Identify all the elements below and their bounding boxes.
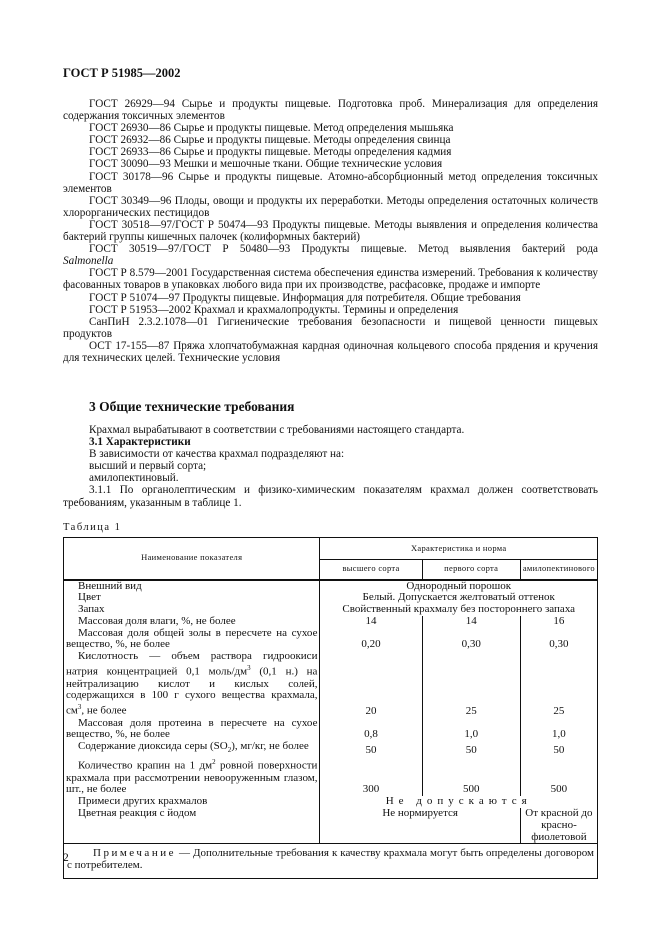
reference-item: ГОСТ Р 51953—2002 Крахмал и крахмалопродукты. Термины и определения (89, 303, 459, 316)
table-note (64, 844, 598, 879)
reference-item: ГОСТ 30178—96 Сырье и продукты пищевые. Атомно-абсорбционный метод определения токсичных элементов (63, 170, 598, 195)
row-value: 0,8 (320, 718, 422, 742)
row-value: 50 (320, 741, 422, 757)
row-value: 14 (422, 616, 520, 628)
reference-item: ГОСТ 26932—86 Сырье и продукты пищевые. Методы определения свинца (89, 134, 451, 147)
row-value: 0,30 (520, 628, 597, 652)
row-value: Свойственный крахмалу без постороннего запаха (320, 604, 598, 616)
row-name: Примеси других крахмалов (64, 796, 320, 808)
row-value: 50 (422, 741, 520, 757)
table-row (64, 616, 598, 628)
section-body (63, 424, 598, 509)
row-value: 1,0 (520, 718, 597, 742)
row-name-text: , не более (81, 704, 127, 717)
note-text: — Дополнительные требования к качеству крахмала могут быть определены договором с потребителем. (67, 847, 594, 872)
table-row (64, 628, 598, 652)
row-value: 300 (320, 757, 422, 796)
column-header: высшего сорта (320, 560, 422, 580)
row-value: Белый. Допускается желтоватый оттенок (320, 592, 598, 604)
table-row (64, 651, 598, 717)
subscript: 2 (227, 746, 232, 755)
row-value: Однородный порошок (320, 580, 598, 593)
column-header: амилопектинового (520, 560, 597, 580)
row-name: Массовая доля общей золы в пересчете на сухое вещество, %, не более (64, 628, 320, 652)
row-name-text: Кислотность — объем раствора гидроокиси натрия концентрацией 0,1 моль/дм (66, 650, 318, 678)
row-name: Запах (64, 604, 320, 616)
table-1 (63, 537, 598, 879)
row-name (64, 651, 320, 717)
reference-item: ГОСТ 30090—93 Мешки и мешочные ткани. Общие технические условия (89, 158, 443, 171)
row-name (64, 741, 320, 757)
paragraph: Крахмал вырабатывают в соответствии с требованиями настоящего стандарта. (89, 424, 465, 436)
row-value: 16 (520, 616, 597, 628)
row-value: 0,20 (320, 628, 422, 652)
page-number: 2 (63, 852, 69, 864)
row-name: Массовая доля протеина в пересчете на сухое вещество, %, не более (64, 718, 320, 742)
row-name-text: ровной поверхности крахмала при рассмотрении невооруженным глазом, шт., не более (66, 759, 318, 796)
row-value: 14 (320, 616, 422, 628)
row-value: 50 (520, 741, 597, 757)
reference-item: ГОСТ 30518—97/ГОСТ Р 50474—93 Продукты пищевые. Методы выявления и определения количества бактерий группы кишечных палочек (колиформных бактерий) (63, 218, 598, 244)
row-value: 20 (320, 651, 422, 717)
table-row (64, 808, 598, 844)
column-header: первого сорта (422, 560, 520, 580)
normative-references (63, 98, 598, 364)
row-value: 25 (520, 651, 597, 717)
row-value: 500 (422, 757, 520, 796)
table-note-row (64, 844, 598, 879)
row-name-text: (0,1 н.) на нейтрализацию кислот и кислых солей, содержащихся в 100 г сухого вещества крахмала, см (66, 665, 318, 717)
note-label: Примечание (93, 847, 176, 860)
row-name: Массовая доля влаги, %, не более (64, 616, 320, 628)
row-name-text: Количество крапин на 1 дм (78, 759, 213, 772)
reference-item: ГОСТ 26930—86 Сырье и продукты пищевые. Метод определения мышьяка (89, 122, 454, 135)
section-heading: 3 Общие технические требования (89, 399, 295, 414)
salmonella-term: Salmonella (63, 255, 114, 268)
table-row (64, 757, 598, 796)
paragraph: В зависимости от качества крахмал подразделяют на: (89, 448, 345, 461)
row-value: Не нормируется (320, 808, 520, 844)
column-group-header: Характеристика и норма (320, 538, 598, 560)
row-name (64, 757, 320, 796)
row-value: От красной до красно-фиолетовой (520, 808, 597, 844)
row-name: Цвет (64, 592, 320, 604)
paragraph: 3.1.1 По органолептическим и физико-химическим показателям крахмал должен соответствовать требованиям, указанным в таблице 1. (63, 484, 598, 509)
superscript: 2 (212, 758, 216, 767)
paragraph: амилопектиновый. (89, 472, 179, 485)
row-value: 25 (422, 651, 520, 717)
reference-item: ГОСТ Р 8.579—2001 Государственная система обеспечения единства измерений. Требования к количеству фасованных товаров в упаковках любого вида при их производстве, расфасовке, продаже и импорте (63, 267, 598, 292)
row-value: 1,0 (422, 718, 520, 742)
reference-item: ГОСТ 26933—86 Сырье и продукты пищевые. Методы определения кадмия (89, 146, 452, 159)
row-name-text: Содержание диоксида серы (SO (78, 740, 228, 753)
table-caption: Таблица 1 (63, 522, 122, 533)
superscript: 3 (247, 664, 251, 673)
subsection-title: 3.1 Характеристики (89, 436, 191, 449)
table-row (64, 741, 598, 757)
subsection-heading (63, 436, 598, 448)
row-value: 0,30 (422, 628, 520, 652)
document-header: ГОСТ Р 51985—2002 (63, 66, 181, 80)
row-value: Не допускаются (320, 796, 598, 808)
reference-item: СанПиН 2.3.2.1078—01 Гигиенические требования безопасности и пищевой ценности пищевых продуктов (63, 315, 598, 340)
reference-item: ГОСТ 26929—94 Сырье и продукты пищевые. Подготовка проб. Минерализация для определения содержания токсичных элементов (63, 98, 598, 123)
paragraph: высший и первый сорта; (89, 460, 207, 473)
reference-continuation (63, 255, 598, 267)
reference-item: ОСТ 17-155—87 Пряжа хлопчатобумажная кардная одиночная кольцевого способа прядения и кручения для технических целей. Технические условия (63, 339, 598, 364)
row-name: Цветная реакция с йодом (64, 808, 320, 844)
reference-text: ГОСТ 30519—97/ГОСТ Р 50480—93 Продукты пищевые. Метод выявления бактерий рода (89, 243, 598, 256)
row-value: 500 (520, 757, 597, 796)
column-header-name: Наименование показателя (64, 538, 320, 580)
row-name: Внешний вид (64, 580, 320, 593)
table-row (64, 718, 598, 742)
row-name-text: ), мг/кг, не более (231, 740, 309, 753)
superscript: 3 (77, 703, 82, 712)
reference-item (63, 243, 598, 255)
reference-item: ГОСТ 30349—96 Плоды, овощи и продукты их переработки. Методы определения остаточных количеств хлорорганических пестицидов (63, 194, 598, 219)
reference-item: ГОСТ Р 51074—97 Продукты пищевые. Информация для потребителя. Общие требования (89, 291, 521, 304)
